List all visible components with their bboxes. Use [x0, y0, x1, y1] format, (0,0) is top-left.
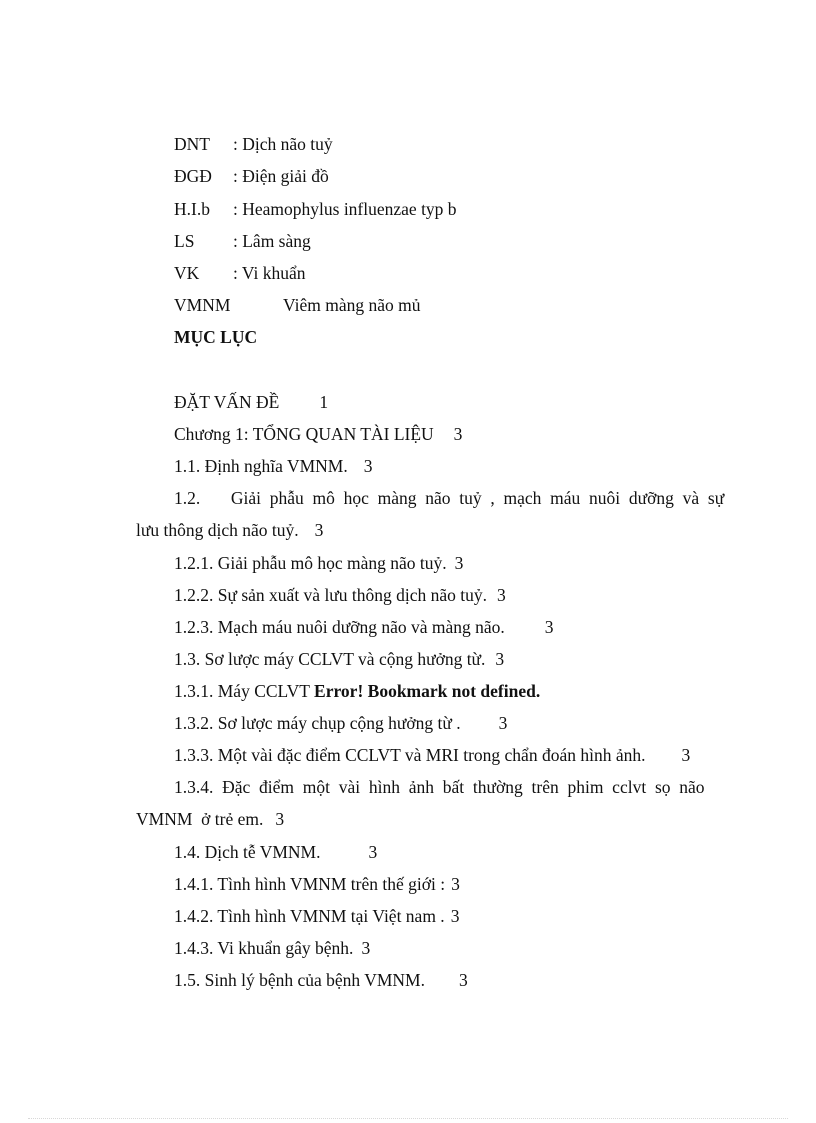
toc-entry[interactable] [174, 424, 462, 444]
abbr-definition: : Lâm sàng [233, 231, 311, 251]
toc-page-number: 3 [458, 970, 468, 990]
toc-entry-text: 1.1. Định nghĩa VMNM. [174, 456, 348, 476]
abbr-term: ĐGĐ [174, 166, 212, 186]
toc-entry-text: 1.2.3. Mạch máu nuôi dưỡng não và màng não. [174, 617, 505, 637]
toc-page-number: 3 [275, 809, 285, 829]
toc-page-number: 3 [368, 842, 378, 862]
toc-page-number: 3 [314, 520, 324, 540]
toc-entry-text: 1.4.1. Tình hình VMNM trên thế giới : [174, 874, 446, 894]
abbr-definition: Viêm màng não mủ [283, 295, 421, 315]
toc-entry[interactable] [174, 456, 372, 476]
toc-entry[interactable] [174, 649, 504, 669]
toc-entry-text: VMNM ở trẻ em. [136, 809, 264, 829]
toc-entry-text: ĐẶT VẤN ĐỀ [174, 392, 280, 412]
toc-page-number: 3 [544, 617, 554, 637]
toc-entry[interactable] [174, 970, 468, 990]
toc-entry[interactable] [174, 617, 554, 637]
abbr-term: H.I.b [174, 199, 210, 219]
abbr-definition: : Heamophylus influenzae typ b [233, 199, 457, 219]
toc-entry[interactable] [174, 392, 328, 412]
toc-page-number: 3 [361, 938, 371, 958]
toc-entry-text: 1.3.4. Đặc điểm một vài hình ảnh bất thường trên phim cclvt sọ não [174, 777, 705, 797]
toc-page-number: 3 [681, 745, 691, 765]
abbr-definition: : Điện giải đồ [233, 166, 329, 186]
page-bottom-divider [28, 1118, 788, 1119]
toc-page-number: 3 [450, 906, 460, 926]
abbr-term: VMNM [174, 295, 231, 315]
toc-page-number: 3 [454, 553, 464, 573]
toc-entry[interactable] [174, 745, 690, 765]
toc-entry[interactable] [174, 906, 459, 926]
toc-page-number: 3 [498, 713, 508, 733]
toc-page-number: 1 [319, 392, 329, 412]
toc-entry[interactable] [174, 681, 540, 701]
toc-entry-text: lưu thông dịch não tuỷ. [136, 520, 299, 540]
toc-entry-text: 1.2.2. Sự sản xuất và lưu thông dịch não tuỷ. [174, 585, 488, 605]
toc-entry-continuation [136, 520, 323, 540]
bookmark-error-text: Error! Bookmark not defined. [314, 681, 541, 701]
toc-entry-text: 1.3.3. Một vài đặc điểm CCLVT và MRI trong chẩn đoán hình ảnh. [174, 745, 646, 765]
abbr-term: LS [174, 231, 195, 251]
abbr-definition: : Dịch não tuỷ [233, 134, 333, 154]
toc-page-number: 3 [363, 456, 373, 476]
toc-entry-text: 1.2.1. Giải phẫu mô học màng não tuỷ. [174, 553, 447, 573]
toc-entry-text: 1.5. Sinh lý bệnh của bệnh VMNM. [174, 970, 425, 990]
toc-entry-text: Chương 1: TỔNG QUAN TÀI LIỆU [174, 424, 434, 444]
toc-entry[interactable] [174, 938, 370, 958]
toc-entry[interactable] [174, 585, 506, 605]
toc-entry-continuation [136, 809, 284, 829]
toc-entry[interactable] [174, 842, 377, 862]
toc-entry[interactable] [174, 553, 463, 573]
toc-page-number: 3 [495, 649, 505, 669]
toc-entry-text: 1.3.1. Máy CCLVT [174, 681, 310, 701]
toc-entry-text: 1.4. Dịch tễ VMNM. [174, 842, 321, 862]
toc-page-number: 3 [451, 874, 460, 894]
toc-entry-text: 1.3. Sơ lược máy CCLVT và cộng hưởng từ. [174, 649, 486, 669]
toc-entry-text: 1.2. Giải phẫu mô học màng não tuỷ , mạch máu nuôi dưỡng và sự [174, 488, 725, 508]
toc-heading: MỤC LỤC [174, 327, 258, 347]
toc-entry[interactable] [174, 713, 507, 733]
toc-page-number: 3 [453, 424, 463, 444]
abbr-term: DNT [174, 134, 210, 154]
toc-page-number: 3 [497, 585, 506, 605]
toc-entry[interactable] [174, 874, 460, 894]
toc-entry-text: 1.4.2. Tình hình VMNM tại Việt nam . [174, 906, 445, 926]
abbr-definition: : Vi khuẩn [233, 263, 306, 283]
toc-entry-text: 1.4.3. Vi khuẩn gây bệnh. [174, 938, 354, 958]
toc-entry-text: 1.3.2. Sơ lược máy chụp cộng hưởng từ . [174, 713, 461, 733]
abbr-term: VK [174, 263, 200, 283]
